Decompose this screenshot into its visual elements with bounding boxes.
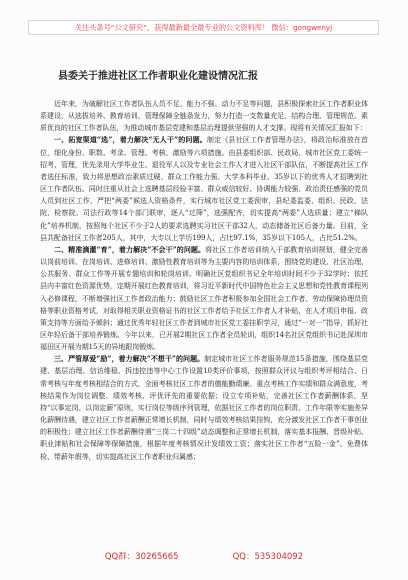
- qq-group-number: 30265665: [135, 552, 179, 562]
- section-paragraph-1: [40, 134, 368, 243]
- qq-label: QQ：: [232, 552, 255, 562]
- intro-paragraph: 近年来，为破解社区工作者队伍人员不足、能力不强、动力不足等问题，县积极探索社区工作者职业体系建设，从选拔培养、教育培训、管理保障全链条发力，努力打造一支数量充足、结构合理、管理规范、素质优良的社区工作者队伍，为推动城市基层党建和基层治理提供坚强的人才支撑。现将有关情况汇报如下：: [40, 100, 368, 133]
- contact-footer: [0, 550, 408, 562]
- qq-group-label: QQ群：: [104, 552, 136, 562]
- section-text-2: 将社区工作者培训纳入干部教育培训规划，健全完善以岗前培训、在岗培训、进修培训、激励性教育培训等为主要内容的培训体系，围绕党的建设、社区治理、公共服务、群众工作等开展专题培训和轮岗培训。明确社区党组织书记全年培训时间不少于32学时；依托县内丰富红色资源优势，定期开展红色教育培训，将习近平新时代中国特色社会主义思想和党性教育课程列入必修课程，不断增强社区工作者政治能力；鼓励社区工作者积极参加全国社会工作者、劳动保障协理员资格等职业资格考试，对取得相关职业资格证书的社区工作者给予社区工作者人才补贴，在人才项目申报、政策支持等方面给予倾斜；通过优秀年轻社区工作者到城市社区党工委挂职学习，通过“一对一”指导，抓好社区年轻后备干部培养锻炼。今年以来，已开展2期社区工作者全员轮训，组织14名社区党组织书记赴深圳市福田区开展为期15天的异地跟岗锻炼。: [40, 245, 368, 352]
- section-paragraph-2: [40, 244, 368, 353]
- qq-number: 535304092: [254, 552, 304, 562]
- section-paragraph-3: [40, 353, 368, 462]
- section-text-1: 制定《县社区工作者管理办法》，将政治标准放在首位，细化身份、职数、考录、管理、考核、激励等六项措施。由县委组织部、民政局、城市社区党工委统一招考、管理，优先录用大学毕业生、退役军人以及专业社会工作人才进入社区干部队伍，不断提高社区工作者选任标准，致力将思想政治素质过硬、群众工作能力强、大学本科毕业、35岁以下的优秀人才招聘到社区工作者队伍。同时注重从社会上选聘基层经验丰富、群众威信较好、协调能力较强、政治责任感强的党员人员到社区工作，严把“两委”候选人资格条件，实行城市社区党工委预审，县纪委监委、组织、民政、法院、检察院、司法行政等14个部门联审，逐人“过筛”，选强配齐，切实提高“两委”人选质量；建立“梯队化”培养机制，按照每个社区不少于2人的要求选聘实习社区干部32人，动态储备社区后备力量。目前，全县共配备社区工作者205人，其中，大专以上学历199人，占比97.1%，35岁以下105人，占比51.2%。: [40, 136, 368, 242]
- section-text-3: 制定城市社区工作者服务规范15条措施，围绕基层党建、基层治理、信访维稳、拆违控违等中心工作设置10类评价事项，按照群众评议与组织考评相结合、日常考核与年度考核相结合的方式，全面考核社区工作者的德能勤绩廉。重点考核工作实绩和群众满意度，考核结果作为岗位调整、绩效考核、评优评先的重要依据；设立专项补贴，完善社区工作者薪酬体系，坚持“以事定岗、以岗定薪”原则，实行岗位等级序列管理，依据社区工作者的岗位职责、工作年限等实施差异化薪酬待遇，建立社区工作者薪酬正常增长机制，同时与绩效考核结果挂钩，充分激发社区工作者干事创业的积极性；建立社区工作者薪酬待遇“三岗二十四级”动态调整和正常增长机制，落实基本报酬、晋级补贴、职业津贴和社会保障等保障措施，根据年度考核情况计发绩效工资；落实社区工作者“五险一金”、免费体检、带薪年假等，切实提高社区工作者职业归属感；: [40, 355, 368, 461]
- document-body: [40, 98, 368, 463]
- document-title: 县委关于推进社区工作者职业化建设情况汇报: [58, 71, 258, 82]
- promo-banner: 关注头条号“公文研究”，获得最新最全最专业的公文资料库！ 微信：gongwenyj: [28, 20, 379, 35]
- section-heading-2: 二、精准滴灌“育”，着力解决“不会干”的问题。: [54, 244, 206, 254]
- section-heading-3: 三、严管厚爱“励”，着力解决“不想干”的问题。: [54, 354, 205, 364]
- section-heading-1: 一、拓宽渠道“选”，着力解决“无人干”的问题。: [54, 135, 207, 145]
